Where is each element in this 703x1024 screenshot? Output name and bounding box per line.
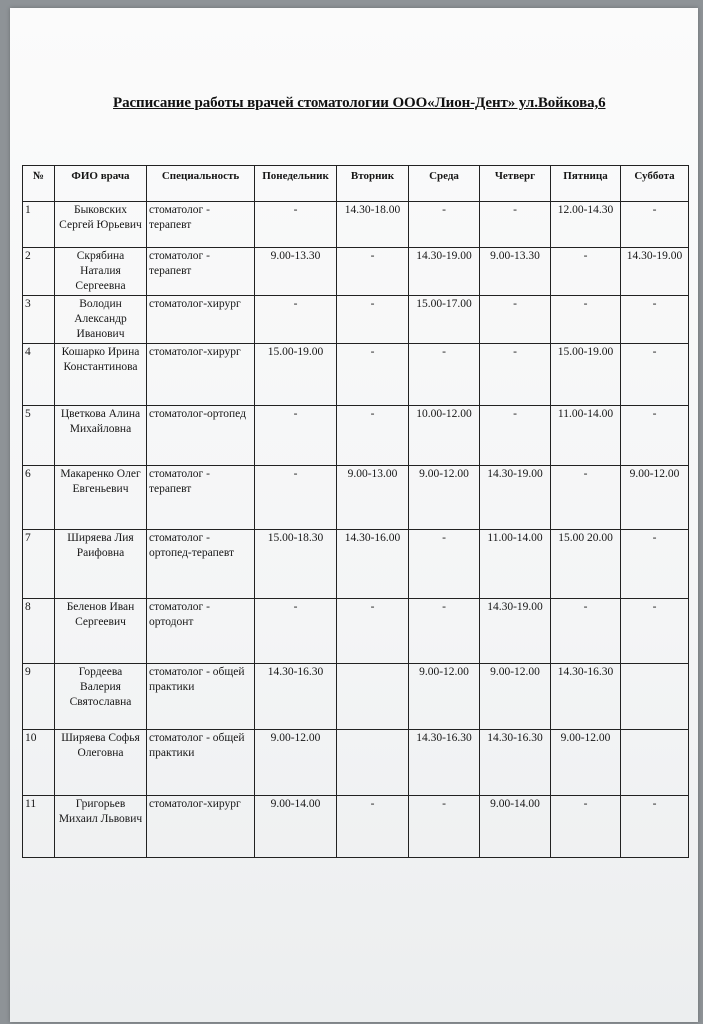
doctor-specialty: стоматолог-ортопед [147, 406, 255, 466]
wednesday-hours: 14.30-19.00 [409, 248, 480, 296]
row-number: 6 [23, 466, 55, 530]
doctor-specialty: стоматолог-хирург [147, 796, 255, 858]
row-number: 4 [23, 344, 55, 406]
doctor-name: Ширяева Софья Олеговна [55, 730, 147, 796]
doctor-specialty: стоматолог - терапевт [147, 248, 255, 296]
tuesday-hours: 9.00-13.00 [337, 466, 409, 530]
doctor-name: Быковских Сергей Юрьевич [55, 202, 147, 248]
doctor-name: Кошарко Ирина Константинова [55, 344, 147, 406]
friday-hours: 9.00-12.00 [551, 730, 621, 796]
wednesday-hours: - [409, 796, 480, 858]
wednesday-hours: 14.30-16.30 [409, 730, 480, 796]
thursday-hours: 14.30-19.00 [480, 466, 551, 530]
saturday-hours: 9.00-12.00 [621, 466, 689, 530]
thursday-hours: 14.30-16.30 [480, 730, 551, 796]
table-row [23, 296, 689, 344]
doctor-specialty: стоматолог - терапевт [147, 202, 255, 248]
header-monday: Понедельник [255, 166, 337, 202]
thursday-hours: 9.00-12.00 [480, 664, 551, 730]
thursday-hours: - [480, 344, 551, 406]
table-row [23, 664, 689, 730]
saturday-hours: - [621, 296, 689, 344]
row-number: 5 [23, 406, 55, 466]
thursday-hours: - [480, 406, 551, 466]
header-number: № [23, 166, 55, 202]
friday-hours: - [551, 296, 621, 344]
wednesday-hours: 10.00-12.00 [409, 406, 480, 466]
monday-hours: - [255, 406, 337, 466]
doctor-specialty: стоматолог-хирург [147, 296, 255, 344]
wednesday-hours: - [409, 530, 480, 599]
header-saturday: Суббота [621, 166, 689, 202]
doctor-name: Гордеева Валерия Святославна [55, 664, 147, 730]
header-row [23, 166, 689, 202]
header-thursday: Четверг [480, 166, 551, 202]
tuesday-hours: - [337, 406, 409, 466]
row-number: 8 [23, 599, 55, 664]
table-row [23, 730, 689, 796]
wednesday-hours: 9.00-12.00 [409, 664, 480, 730]
friday-hours: 15.00-19.00 [551, 344, 621, 406]
doctor-specialty: стоматолог - ортопед-терапевт [147, 530, 255, 599]
friday-hours: 14.30-16.30 [551, 664, 621, 730]
friday-hours: 11.00-14.00 [551, 406, 621, 466]
header-wednesday: Среда [409, 166, 480, 202]
wednesday-hours: - [409, 202, 480, 248]
row-number: 1 [23, 202, 55, 248]
row-number: 2 [23, 248, 55, 296]
saturday-hours [621, 730, 689, 796]
row-number: 7 [23, 530, 55, 599]
monday-hours: - [255, 202, 337, 248]
header-friday: Пятница [551, 166, 621, 202]
header-doctor-name: ФИО врача [55, 166, 147, 202]
friday-hours: - [551, 599, 621, 664]
tuesday-hours: - [337, 599, 409, 664]
doctor-specialty: стоматолог-хирург [147, 344, 255, 406]
wednesday-hours: - [409, 599, 480, 664]
monday-hours: 15.00-18.30 [255, 530, 337, 599]
tuesday-hours: - [337, 796, 409, 858]
monday-hours: 15.00-19.00 [255, 344, 337, 406]
saturday-hours: - [621, 202, 689, 248]
friday-hours: 12.00-14.30 [551, 202, 621, 248]
doctor-specialty: стоматолог - терапевт [147, 466, 255, 530]
doctor-name: Ширяева Лия Раифовна [55, 530, 147, 599]
tuesday-hours: - [337, 248, 409, 296]
tuesday-hours: 14.30-16.00 [337, 530, 409, 599]
thursday-hours: - [480, 202, 551, 248]
tuesday-hours [337, 730, 409, 796]
tuesday-hours: - [337, 344, 409, 406]
doctor-specialty: стоматолог - ортодонт [147, 599, 255, 664]
friday-hours: - [551, 466, 621, 530]
saturday-hours: - [621, 796, 689, 858]
doctor-specialty: стоматолог - общей практики [147, 664, 255, 730]
row-number: 9 [23, 664, 55, 730]
doctor-name: Цветкова Алина Михайловна [55, 406, 147, 466]
header-specialty: Специальность [147, 166, 255, 202]
tuesday-hours [337, 664, 409, 730]
table-row [23, 248, 689, 296]
doctor-specialty: стоматолог - общей практики [147, 730, 255, 796]
doctor-name: Макаренко Олег Евгеньевич [55, 466, 147, 530]
tuesday-hours: - [337, 296, 409, 344]
doctor-name: Григорьев Михаил Львович [55, 796, 147, 858]
wednesday-hours: 15.00-17.00 [409, 296, 480, 344]
doctor-name: Володин Александр Иванович [55, 296, 147, 344]
wednesday-hours: 9.00-12.00 [409, 466, 480, 530]
table-row [23, 406, 689, 466]
monday-hours: 9.00-14.00 [255, 796, 337, 858]
monday-hours: - [255, 296, 337, 344]
header-tuesday: Вторник [337, 166, 409, 202]
table-row [23, 344, 689, 406]
monday-hours: 14.30-16.30 [255, 664, 337, 730]
table-row [23, 466, 689, 530]
thursday-hours: - [480, 296, 551, 344]
monday-hours: - [255, 599, 337, 664]
thursday-hours: 9.00-13.30 [480, 248, 551, 296]
tuesday-hours: 14.30-18.00 [337, 202, 409, 248]
row-number: 10 [23, 730, 55, 796]
doctor-name: Беленов Иван Сергеевич [55, 599, 147, 664]
monday-hours: 9.00-13.30 [255, 248, 337, 296]
saturday-hours: - [621, 599, 689, 664]
saturday-hours [621, 664, 689, 730]
schedule-table [22, 165, 689, 858]
wednesday-hours: - [409, 344, 480, 406]
thursday-hours: 14.30-19.00 [480, 599, 551, 664]
table-row [23, 202, 689, 248]
monday-hours: - [255, 466, 337, 530]
table-row [23, 530, 689, 599]
monday-hours: 9.00-12.00 [255, 730, 337, 796]
saturday-hours: 14.30-19.00 [621, 248, 689, 296]
row-number: 11 [23, 796, 55, 858]
saturday-hours: - [621, 530, 689, 599]
thursday-hours: 11.00-14.00 [480, 530, 551, 599]
row-number: 3 [23, 296, 55, 344]
thursday-hours: 9.00-14.00 [480, 796, 551, 858]
table-row [23, 796, 689, 858]
friday-hours: - [551, 248, 621, 296]
friday-hours: 15.00 20.00 [551, 530, 621, 599]
table-row [23, 599, 689, 664]
saturday-hours: - [621, 406, 689, 466]
saturday-hours: - [621, 344, 689, 406]
doctor-name: Скрябина Наталия Сергеевна [55, 248, 147, 296]
page-title: Расписание работы врачей стоматологии ООО«Лион-Дент» ул.Войкова,6 [113, 95, 606, 111]
friday-hours: - [551, 796, 621, 858]
